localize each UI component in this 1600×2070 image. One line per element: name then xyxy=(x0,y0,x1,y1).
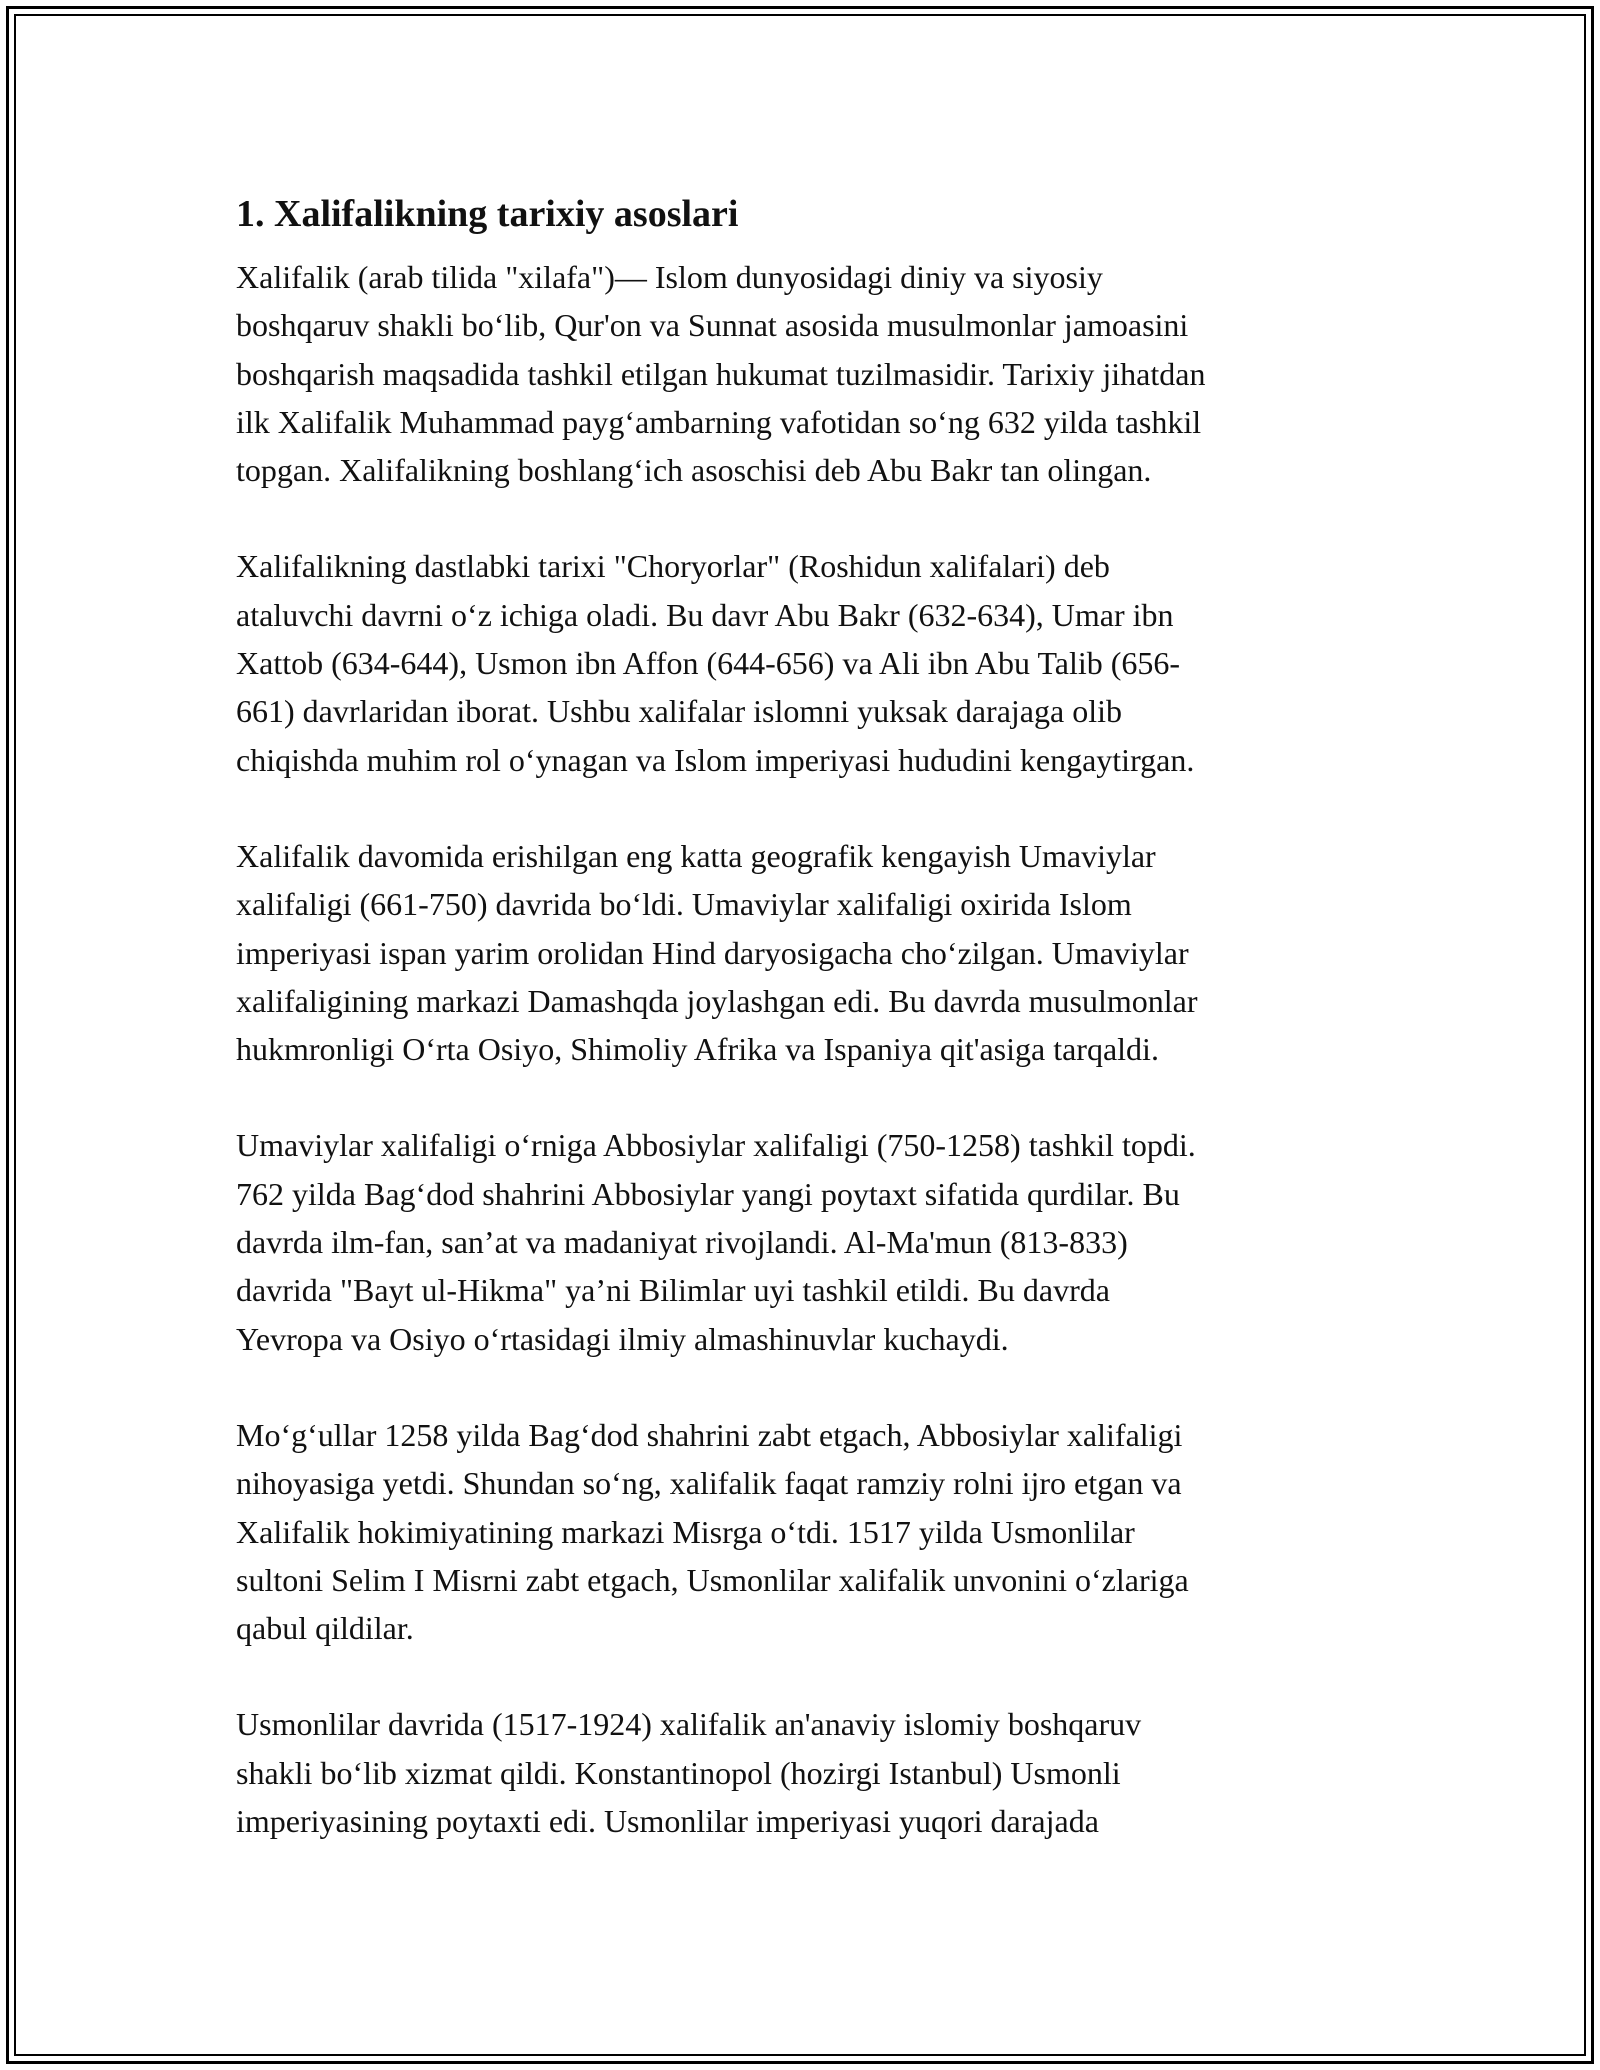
paragraph-5 xyxy=(236,1411,1366,1652)
text-line: ataluvchi davrni o‘z ichiga oladi. Bu davr Abu Bakr (632-634), Umar ibn xyxy=(236,596,1174,633)
text-line: Mo‘g‘ullar 1258 yilda Bag‘dod shahrini zabt etgach, Abbosiylar xalifaligi xyxy=(236,1416,1183,1453)
text-line: Xalifalik hokimiyatining markazi Misrga o‘tdi. 1517 yilda Usmonlilar xyxy=(236,1513,1135,1550)
text-line: Xattob (634-644), Usmon ibn Affon (644-656) va Ali ibn Abu Talib (656- xyxy=(236,645,1181,682)
paragraph-6 xyxy=(236,1700,1366,1845)
text-line: 762 yilda Bag‘dod shahrini Abbosiylar yangi poytaxt sifatida qurdilar. Bu xyxy=(236,1175,1180,1212)
text-line: boshqarish maqsadida tashkil etilgan hukumat tuzilmasidir. Tarixiy jihatdan xyxy=(236,355,1206,392)
text-line: shakli bo‘lib xizmat qildi. Konstantinopol (hozirgi Istanbul) Usmonli xyxy=(236,1754,1121,1791)
paragraph-1 xyxy=(236,253,1366,494)
text-line: Xalifalik davomida erishilgan eng katta geografik kengayish Umaviylar xyxy=(236,837,1156,874)
text-line: Umaviylar xalifaligi o‘rniga Abbosiylar xalifaligi (750-1258) tashkil topdi. xyxy=(236,1127,1196,1164)
text-line: hukmronligi O‘rta Osiyo, Shimoliy Afrika va Ispaniya qit'asiga tarqaldi. xyxy=(236,1031,1159,1068)
text-line: Usmonlilar davrida (1517-1924) xalifalik an'anaviy islomiy boshqaruv xyxy=(236,1706,1142,1743)
text-line: qabul qildilar. xyxy=(236,1610,414,1647)
section-heading: 1. Xalifalikning tarixiy asoslari xyxy=(236,193,739,235)
text-line: imperiyasining poytaxti edi. Usmonlilar imperiyasi yuqori darajada xyxy=(236,1803,1099,1840)
text-line: davrida "Bayt ul-Hikma" ya’ni Bilimlar uyi tashkil etildi. Bu davrda xyxy=(236,1272,1110,1309)
document-body xyxy=(236,185,1366,1893)
paragraph-2 xyxy=(236,542,1366,783)
text-line: nihoyasiga yetdi. Shundan so‘ng, xalifalik faqat ramziy rolni ijro etgan va xyxy=(236,1465,1182,1502)
text-line: chiqishda muhim rol o‘ynagan va Islom imperiyasi hududini kengaytirgan. xyxy=(236,741,1195,778)
text-line: imperiyasi ispan yarim orolidan Hind daryosigacha cho‘zilgan. Umaviylar xyxy=(236,934,1189,971)
paragraph-4 xyxy=(236,1121,1366,1362)
text-line: sultoni Selim I Misrni zabt etgach, Usmonlilar xalifalik unvonini o‘zlariga xyxy=(236,1561,1189,1598)
paragraph-3 xyxy=(236,832,1366,1073)
text-line: topgan. Xalifalikning boshlang‘ich asoschisi deb Abu Bakr tan olingan. xyxy=(236,452,1152,489)
text-line: Xalifalik (arab tilida "xilafa")— Islom dunyosidagi diniy va siyosiy xyxy=(236,259,1103,295)
text-line: boshqaruv shakli bo‘lib, Qur'on va Sunnat asosida musulmonlar jamoasini xyxy=(236,307,1189,344)
text-line: 661) davrlaridan iborat. Ushbu xalifalar islomni yuksak darajaga olib xyxy=(236,693,1122,730)
text-line: xalifaligining markazi Damashqda joylashgan edi. Bu davrda musulmonlar xyxy=(236,982,1198,1019)
text-line: xalifaligi (661-750) davrida bo‘ldi. Umaviylar xalifaligi oxirida Islom xyxy=(236,886,1132,923)
text-line: davrda ilm-fan, san’at va madaniyat rivojlandi. Al-Ma'mun (813-833) xyxy=(236,1224,1128,1261)
text-line: ilk Xalifalik Muhammad payg‘ambarning vafotidan so‘ng 632 yilda tashkil xyxy=(236,403,1202,440)
text-line: Yevropa va Osiyo o‘rtasidagi ilmiy almashinuvlar kuchaydi. xyxy=(236,1320,1009,1357)
text-line: Xalifalikning dastlabki tarixi "Choryorlar" (Roshidun xalifalari) deb xyxy=(236,548,1110,585)
